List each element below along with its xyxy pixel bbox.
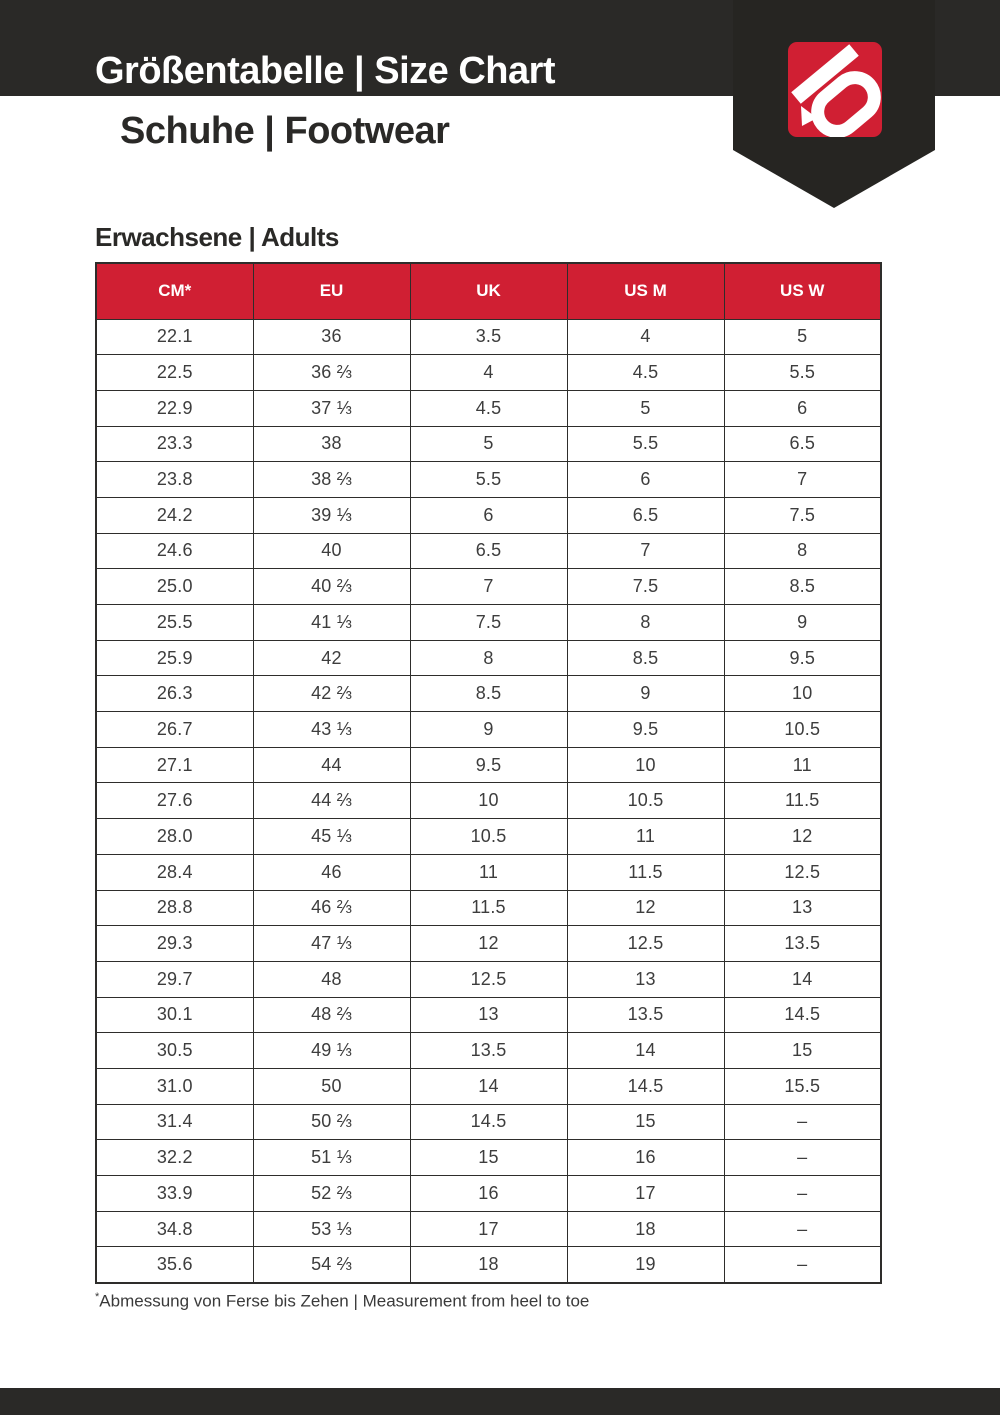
table-cell: 8.5 <box>410 676 567 712</box>
table-cell: 10 <box>410 783 567 819</box>
table-cell: 12 <box>724 819 881 855</box>
table-cell: 4.5 <box>567 355 724 391</box>
table-cell: 16 <box>567 1140 724 1176</box>
table-cell: 11.5 <box>724 783 881 819</box>
table-cell: 6 <box>410 497 567 533</box>
table-cell: 9 <box>567 676 724 712</box>
table-row <box>96 462 881 498</box>
page-title: Größentabelle | Size Chart <box>95 50 556 92</box>
table-cell: 30.1 <box>96 997 253 1033</box>
table-cell: 32.2 <box>96 1140 253 1176</box>
table-cell: 53 ⅓ <box>253 1211 410 1247</box>
table-cell: 11 <box>567 819 724 855</box>
footnote <box>95 1291 589 1312</box>
table-cell: 8.5 <box>567 640 724 676</box>
table-cell: 8 <box>410 640 567 676</box>
table-cell: 10.5 <box>724 712 881 748</box>
table-cell: 7.5 <box>410 605 567 641</box>
footer-band <box>0 1388 1000 1415</box>
table-cell: 49 ⅓ <box>253 1033 410 1069</box>
table-cell: 11.5 <box>567 854 724 890</box>
table-row <box>96 926 881 962</box>
section-title: Erwachsene | Adults <box>95 222 339 252</box>
table-cell: 7.5 <box>567 569 724 605</box>
table-cell: 43 ⅓ <box>253 712 410 748</box>
table-cell: 42 ⅔ <box>253 676 410 712</box>
table-cell: 5.5 <box>567 426 724 462</box>
table-cell: 51 ⅓ <box>253 1140 410 1176</box>
table-cell: 15 <box>410 1140 567 1176</box>
table-cell: 13.5 <box>410 1033 567 1069</box>
footnote-asterisk: * <box>95 1291 100 1303</box>
table-cell: 38 ⅔ <box>253 462 410 498</box>
table-cell: 12.5 <box>724 854 881 890</box>
table-cell: 9.5 <box>567 712 724 748</box>
table-cell: 10.5 <box>567 783 724 819</box>
table-cell: 4.5 <box>410 390 567 426</box>
table-cell: 33.9 <box>96 1176 253 1212</box>
table-row <box>96 1104 881 1140</box>
table-cell: 14.5 <box>724 997 881 1033</box>
table-cell: – <box>724 1104 881 1140</box>
table-cell: 14.5 <box>567 1068 724 1104</box>
table-cell: 12 <box>410 926 567 962</box>
table-cell: 29.7 <box>96 961 253 997</box>
table-row <box>96 676 881 712</box>
table-row <box>96 854 881 890</box>
table-row <box>96 605 881 641</box>
table-cell: 30.5 <box>96 1033 253 1069</box>
table-cell: 8.5 <box>724 569 881 605</box>
table-cell: 3.5 <box>410 319 567 355</box>
table-cell: 47 ⅓ <box>253 926 410 962</box>
table-row <box>96 1140 881 1176</box>
table-cell: – <box>724 1211 881 1247</box>
table-row <box>96 961 881 997</box>
table-cell: 23.3 <box>96 426 253 462</box>
table-cell: 48 <box>253 961 410 997</box>
table-cell: 13 <box>567 961 724 997</box>
table-cell: 18 <box>410 1247 567 1283</box>
column-header-cm: CM* <box>96 263 253 319</box>
table-cell: 48 ⅔ <box>253 997 410 1033</box>
size-table-body <box>96 319 881 1283</box>
table-cell: 16 <box>410 1176 567 1212</box>
table-cell: 14 <box>567 1033 724 1069</box>
table-row <box>96 890 881 926</box>
table-cell: 13.5 <box>724 926 881 962</box>
table-cell: 46 <box>253 854 410 890</box>
table-cell: 29.3 <box>96 926 253 962</box>
table-cell: 12.5 <box>410 961 567 997</box>
table-cell: 17 <box>567 1176 724 1212</box>
table-cell: 7 <box>567 533 724 569</box>
table-cell: 40 <box>253 533 410 569</box>
table-cell: 31.4 <box>96 1104 253 1140</box>
table-cell: 9 <box>724 605 881 641</box>
table-cell: 31.0 <box>96 1068 253 1104</box>
table-row <box>96 319 881 355</box>
table-cell: 9.5 <box>410 747 567 783</box>
table-cell: 41 ⅓ <box>253 605 410 641</box>
table-cell: 14.5 <box>410 1104 567 1140</box>
size-table-head <box>96 263 881 319</box>
table-row <box>96 426 881 462</box>
table-cell: 4 <box>410 355 567 391</box>
table-cell: 24.6 <box>96 533 253 569</box>
column-header-eu: EU <box>253 263 410 319</box>
table-cell: 26.7 <box>96 712 253 748</box>
table-cell: 25.9 <box>96 640 253 676</box>
table-row <box>96 533 881 569</box>
column-header-uk: UK <box>410 263 567 319</box>
table-row <box>96 355 881 391</box>
table-cell: – <box>724 1176 881 1212</box>
table-cell: 14 <box>410 1068 567 1104</box>
table-cell: 6.5 <box>724 426 881 462</box>
table-cell: 15.5 <box>724 1068 881 1104</box>
table-cell: 36 ⅔ <box>253 355 410 391</box>
table-cell: 42 <box>253 640 410 676</box>
table-cell: 5 <box>567 390 724 426</box>
table-cell: 13 <box>410 997 567 1033</box>
table-cell: 18 <box>567 1211 724 1247</box>
table-cell: 13 <box>724 890 881 926</box>
table-row <box>96 569 881 605</box>
table-cell: 10 <box>724 676 881 712</box>
table-cell: 50 ⅔ <box>253 1104 410 1140</box>
table-cell: 6 <box>567 462 724 498</box>
table-row <box>96 497 881 533</box>
size-table <box>95 262 882 1284</box>
table-header-row <box>96 263 881 319</box>
table-cell: 24.2 <box>96 497 253 533</box>
table-cell: 25.0 <box>96 569 253 605</box>
table-row <box>96 1211 881 1247</box>
table-row <box>96 783 881 819</box>
table-cell: 52 ⅔ <box>253 1176 410 1212</box>
column-header-us-w: US W <box>724 263 881 319</box>
table-cell: 36 <box>253 319 410 355</box>
table-row <box>96 1247 881 1283</box>
table-cell: 9.5 <box>724 640 881 676</box>
table-cell: 27.1 <box>96 747 253 783</box>
table-cell: 5 <box>410 426 567 462</box>
table-cell: 22.5 <box>96 355 253 391</box>
table-cell: 10.5 <box>410 819 567 855</box>
table-cell: 28.0 <box>96 819 253 855</box>
table-cell: 15 <box>567 1104 724 1140</box>
table-cell: 44 <box>253 747 410 783</box>
table-cell: 17 <box>410 1211 567 1247</box>
table-cell: 22.1 <box>96 319 253 355</box>
table-cell: 4 <box>567 319 724 355</box>
table-cell: – <box>724 1247 881 1283</box>
table-cell: 37 ⅓ <box>253 390 410 426</box>
table-cell: 13.5 <box>567 997 724 1033</box>
table-cell: 14 <box>724 961 881 997</box>
table-cell: 5 <box>724 319 881 355</box>
table-cell: 12 <box>567 890 724 926</box>
table-cell: 22.9 <box>96 390 253 426</box>
table-cell: 11 <box>724 747 881 783</box>
table-cell: 10 <box>567 747 724 783</box>
table-row <box>96 997 881 1033</box>
table-cell: 27.6 <box>96 783 253 819</box>
table-cell: 15 <box>724 1033 881 1069</box>
table-row <box>96 1068 881 1104</box>
table-row <box>96 819 881 855</box>
table-cell: 5.5 <box>410 462 567 498</box>
table-cell: 23.8 <box>96 462 253 498</box>
table-cell: 54 ⅔ <box>253 1247 410 1283</box>
table-cell: 39 ⅓ <box>253 497 410 533</box>
table-cell: 8 <box>567 605 724 641</box>
table-cell: 11.5 <box>410 890 567 926</box>
table-cell: 7 <box>724 462 881 498</box>
table-cell: 7.5 <box>724 497 881 533</box>
five-ten-logo-icon <box>788 42 882 137</box>
table-cell: 40 ⅔ <box>253 569 410 605</box>
table-cell: 28.4 <box>96 854 253 890</box>
table-cell: 12.5 <box>567 926 724 962</box>
table-row <box>96 712 881 748</box>
table-row <box>96 1033 881 1069</box>
table-cell: 50 <box>253 1068 410 1104</box>
table-cell: 25.5 <box>96 605 253 641</box>
table-cell: – <box>724 1140 881 1176</box>
table-row <box>96 390 881 426</box>
table-cell: 38 <box>253 426 410 462</box>
table-cell: 26.3 <box>96 676 253 712</box>
table-cell: 8 <box>724 533 881 569</box>
table-cell: 5.5 <box>724 355 881 391</box>
table-cell: 28.8 <box>96 890 253 926</box>
table-cell: 46 ⅔ <box>253 890 410 926</box>
table-row <box>96 640 881 676</box>
table-cell: 45 ⅓ <box>253 819 410 855</box>
table-cell: 11 <box>410 854 567 890</box>
table-cell: 6.5 <box>410 533 567 569</box>
column-header-us-m: US M <box>567 263 724 319</box>
page-subtitle: Schuhe | Footwear <box>120 110 450 152</box>
table-cell: 6 <box>724 390 881 426</box>
table-cell: 7 <box>410 569 567 605</box>
footnote-text: Abmessung von Ferse bis Zehen | Measurement from heel to toe <box>99 1291 590 1311</box>
table-row <box>96 747 881 783</box>
table-cell: 34.8 <box>96 1211 253 1247</box>
table-cell: 19 <box>567 1247 724 1283</box>
table-cell: 44 ⅔ <box>253 783 410 819</box>
table-cell: 35.6 <box>96 1247 253 1283</box>
table-cell: 6.5 <box>567 497 724 533</box>
table-row <box>96 1176 881 1212</box>
table-cell: 9 <box>410 712 567 748</box>
